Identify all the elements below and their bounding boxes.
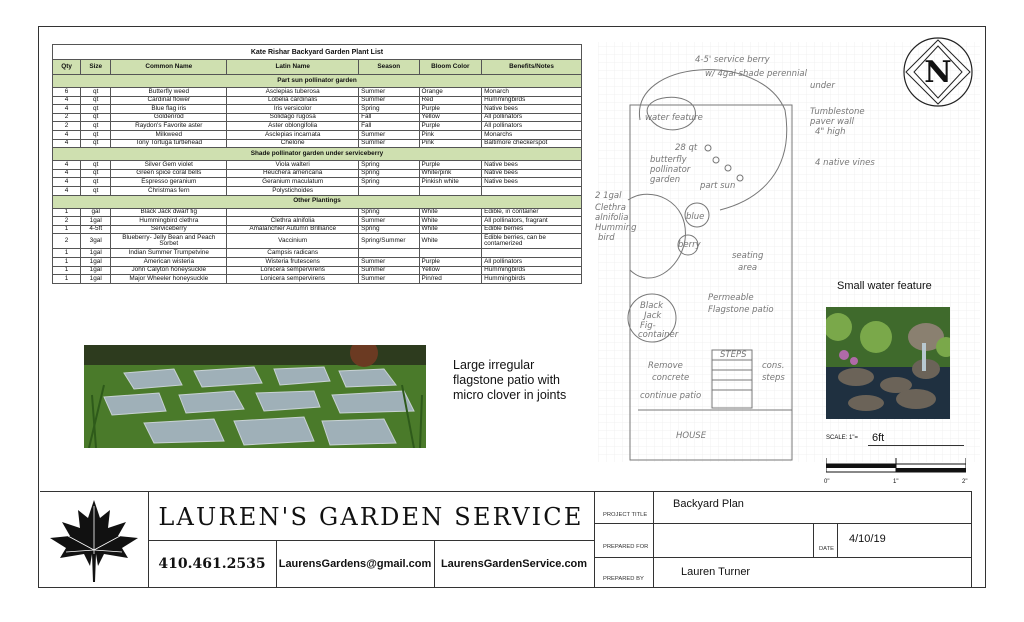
table-cell: Tony Tortuga turtlehead	[111, 139, 227, 148]
table-cell: Baltimore checkerspot	[482, 139, 582, 148]
column-header: Bloom Color	[419, 60, 482, 75]
table-cell: 1	[53, 249, 81, 258]
note-berry: berry	[678, 240, 701, 250]
table-cell: Asclepias incarnata	[227, 130, 359, 139]
patio-caption-line-1: Large irregular	[453, 358, 535, 372]
table-cell: gal	[81, 208, 111, 217]
note-wall-height: 4" high	[815, 127, 846, 137]
scale-value: 6ft	[872, 432, 885, 444]
company-title-block	[40, 491, 594, 588]
table-cell: 2	[53, 122, 81, 131]
table-cell: 1gal	[81, 266, 111, 275]
note-blue: blue	[686, 212, 705, 222]
project-title-label: PROJECT TITLE	[603, 512, 648, 518]
table-cell: Black Jack dwarf fig	[111, 208, 227, 217]
table-row	[53, 161, 582, 170]
table-cell: Native bees	[482, 161, 582, 170]
section-title: Part sun pollinator garden	[53, 75, 582, 88]
table-cell: Wisteria frutescens	[227, 257, 359, 266]
column-header: Common Name	[111, 60, 227, 75]
table-cell: 1	[53, 266, 81, 275]
note-jack: Jack	[644, 311, 662, 321]
table-cell: Summer	[359, 266, 419, 275]
table-cell: Monarch	[482, 88, 582, 97]
table-cell: Spring	[359, 208, 419, 217]
note-clethra-1: 2 1gal	[595, 191, 622, 201]
table-cell: Purple	[419, 161, 482, 170]
table-cell: All pollinators	[482, 257, 582, 266]
note-concrete: concrete	[652, 373, 690, 383]
note-pollinator-3: pollinator	[650, 165, 691, 175]
table-cell: Native bees	[482, 169, 582, 178]
table-cell: Asclepias tuberosa	[227, 88, 359, 97]
table-cell: qt	[81, 186, 111, 195]
table-cell	[482, 186, 582, 195]
project-info-block	[594, 491, 972, 587]
table-row	[53, 122, 582, 131]
note-house: HOUSE	[676, 431, 707, 441]
table-row	[53, 266, 582, 275]
note-permeable: Permeable	[708, 293, 754, 303]
graphic-scale-bar	[826, 456, 966, 474]
table-cell: qt	[81, 169, 111, 178]
table-cell: qt	[81, 130, 111, 139]
table-cell: Christmas fern	[111, 186, 227, 195]
table-cell: Heuchera americana	[227, 169, 359, 178]
table-row	[53, 105, 582, 114]
column-header: Season	[359, 60, 419, 75]
table-cell: Major Wheeler honeysuckle	[111, 275, 227, 284]
table-cell: John Calyton honeysuckle	[111, 266, 227, 275]
company-email: LaurensGardens@gmail.com	[276, 540, 435, 588]
table-cell: All pollinators	[482, 122, 582, 131]
note-flagstone-patio: Flagstone patio	[708, 305, 774, 315]
date-value: 4/10/19	[849, 533, 886, 545]
table-row	[53, 178, 582, 187]
table-cell: 4	[53, 130, 81, 139]
table-cell: Hummingbirds	[482, 275, 582, 284]
table-cell: Lobelia cardinalis	[227, 96, 359, 105]
table-cell: 4	[53, 96, 81, 105]
table-cell: Orange	[419, 88, 482, 97]
note-pollinator-5: part sun	[700, 181, 736, 191]
project-title-row	[595, 492, 971, 524]
prepared-for-row	[595, 524, 971, 558]
note-service-berry: 4-5' service berry	[695, 55, 770, 65]
table-cell: qt	[81, 113, 111, 122]
table-cell: 1	[53, 257, 81, 266]
table-cell: Spring/Summer	[359, 234, 419, 249]
table-title: Kate Rishar Backyard Garden Plant List	[53, 45, 582, 60]
note-pollinator-2: butterfly	[650, 155, 687, 165]
note-water-feature: water feature	[645, 113, 703, 123]
table-cell: qt	[81, 105, 111, 114]
table-cell: Fall	[359, 113, 419, 122]
table-row	[53, 96, 582, 105]
table-cell: qt	[81, 139, 111, 148]
table-cell: Blue flag iris	[111, 105, 227, 114]
table-cell	[359, 186, 419, 195]
section-title: Other Plantings	[53, 195, 582, 208]
table-row	[53, 275, 582, 284]
table-cell: Edible, in container	[482, 208, 582, 217]
table-cell: Lonicera sempervirens	[227, 275, 359, 284]
scale-tick-0: 0"	[824, 479, 830, 485]
section-title: Shade pollinator garden under serviceberry	[53, 148, 582, 161]
scale-label: SCALE: 1"=	[826, 435, 858, 441]
table-cell: Monarchs	[482, 130, 582, 139]
table-cell: Summer	[359, 217, 419, 226]
table-cell: Native bees	[482, 105, 582, 114]
note-fig: Fig-	[640, 321, 656, 331]
table-row	[53, 249, 582, 258]
table-row	[53, 186, 582, 195]
patio-caption-line-2: flagstone patio with	[453, 373, 561, 387]
column-header: Size	[81, 60, 111, 75]
table-cell: Chelone	[227, 139, 359, 148]
table-cell: Aster oblongifolia	[227, 122, 359, 131]
section-header-row	[53, 148, 582, 161]
note-native-vines: 4 native vines	[815, 158, 875, 168]
column-header: Benefits/Notes	[482, 60, 582, 75]
table-cell: Hummingbirds	[482, 266, 582, 275]
table-cell: Yellow	[419, 266, 482, 275]
table-cell: Lonicera sempervirens	[227, 266, 359, 275]
table-cell: Spring	[359, 169, 419, 178]
note-area: area	[738, 263, 758, 273]
table-cell: Silver Gem violet	[111, 161, 227, 170]
column-header: Qty	[53, 60, 81, 75]
table-cell: Green spice coral bells	[111, 169, 227, 178]
table-row	[53, 208, 582, 217]
table-cell	[227, 208, 359, 217]
table-cell: Summer	[359, 139, 419, 148]
table-cell: Geranium maculatum	[227, 178, 359, 187]
note-continue-patio: continue patio	[640, 391, 702, 401]
table-cell: Edible berries	[482, 225, 582, 234]
plant-list-table	[52, 44, 582, 284]
table-cell: Summer	[359, 88, 419, 97]
note-cons: cons.	[762, 361, 785, 371]
table-row	[53, 139, 582, 148]
note-shade-perennial: w/ 4gal shade perennial	[705, 69, 807, 79]
scale-tick-1: 1"	[893, 479, 899, 485]
table-cell: Summer	[359, 257, 419, 266]
note-pollinator-1: 28 qt	[675, 143, 698, 153]
label-divider	[653, 492, 654, 588]
table-cell: Spring	[359, 161, 419, 170]
date-divider-left	[813, 524, 814, 558]
note-under: under	[810, 81, 835, 91]
scale-tick-2: 2"	[962, 479, 968, 485]
table-cell: White	[419, 208, 482, 217]
table-cell: Purple	[419, 122, 482, 131]
table-cell: qt	[81, 178, 111, 187]
table-cell: Summer	[359, 275, 419, 284]
table-cell: Summer	[359, 96, 419, 105]
column-header: Latin Name	[227, 60, 359, 75]
table-row	[53, 88, 582, 97]
table-cell: 1gal	[81, 249, 111, 258]
table-cell: 1	[53, 208, 81, 217]
table-cell: Iris versicolor	[227, 105, 359, 114]
table-cell: Pin/red	[419, 275, 482, 284]
table-cell: Yellow	[419, 113, 482, 122]
table-cell: Hummingbirds	[482, 96, 582, 105]
table-cell: qt	[81, 161, 111, 170]
company-website: LaurensGardenService.com	[440, 558, 588, 570]
table-cell: Milkweed	[111, 130, 227, 139]
table-cell: 4-5ft	[81, 225, 111, 234]
table-cell: Pinkish white	[419, 178, 482, 187]
table-cell: 1gal	[81, 275, 111, 284]
table-cell: Pink	[419, 139, 482, 148]
table-cell: Raydon's Favorite aster	[111, 122, 227, 131]
prepared-by-value: Lauren Turner	[681, 566, 751, 578]
table-cell: 1gal	[81, 257, 111, 266]
table-cell: White	[419, 217, 482, 226]
table-cell: qt	[81, 96, 111, 105]
table-cell: Hummingbird clethra	[111, 217, 227, 226]
table-cell: Cardinal flower	[111, 96, 227, 105]
table-row	[53, 234, 582, 249]
table-cell: American wisteria	[111, 257, 227, 266]
table-cell: 4	[53, 169, 81, 178]
table-cell	[482, 249, 582, 258]
table-cell: Spring	[359, 178, 419, 187]
table-cell: 4	[53, 161, 81, 170]
table-cell: qt	[81, 122, 111, 131]
table-cell: Red	[419, 96, 482, 105]
note-remove: Remove	[648, 361, 683, 371]
table-cell: 4	[53, 186, 81, 195]
table-cell: Solidago rugosa	[227, 113, 359, 122]
table-cell: Spring	[359, 105, 419, 114]
table-cell: White	[419, 225, 482, 234]
table-cell: Goldenrod	[111, 113, 227, 122]
table-cell: All pollinators	[482, 113, 582, 122]
prepared-by-label: PREPARED BY	[603, 576, 644, 582]
table-cell: Serviceberry	[111, 225, 227, 234]
table-cell: 1	[53, 275, 81, 284]
table-cell: Pink	[419, 130, 482, 139]
note-paver-wall: paver wall	[810, 117, 854, 127]
note-container: container	[638, 330, 679, 340]
table-cell: Espresso geranium	[111, 178, 227, 187]
company-phone: 410.461.2535	[148, 540, 277, 588]
table-cell: 1gal	[81, 217, 111, 226]
table-cell: Fall	[359, 122, 419, 131]
section-header-row	[53, 195, 582, 208]
patio-caption-line-3: micro clover in joints	[453, 388, 567, 402]
note-steps: STEPS	[720, 350, 747, 360]
table-cell: 3gal	[81, 234, 111, 249]
note-pollinator-4: garden	[650, 175, 681, 185]
table-cell: Butterfly weed	[111, 88, 227, 97]
table-cell: 4	[53, 178, 81, 187]
table-cell: 2	[53, 113, 81, 122]
patio-caption	[453, 358, 566, 403]
scale-underline	[868, 445, 964, 446]
prepared-by-row	[595, 558, 971, 588]
date-divider-right	[837, 524, 838, 558]
date-label: DATE	[819, 546, 835, 552]
table-cell	[419, 249, 482, 258]
note-black: Black	[640, 301, 663, 311]
table-cell: All pollinators, fragrant	[482, 217, 582, 226]
maple-leaf-logo	[40, 492, 149, 588]
table-cell: 4	[53, 105, 81, 114]
company-name: LAUREN'S GARDEN SERVICE	[148, 492, 594, 541]
note-seating: seating	[732, 251, 764, 261]
table-cell: 2	[53, 217, 81, 226]
table-row	[53, 130, 582, 139]
table-cell: Blueberry- Jelly Bean and Peach Sorbet	[111, 234, 227, 249]
table-cell: Native bees	[482, 178, 582, 187]
table-row	[53, 257, 582, 266]
table-cell: Vaccinium	[227, 234, 359, 249]
table-cell: Purple	[419, 105, 482, 114]
project-title-value: Backyard Plan	[673, 498, 744, 510]
table-cell: Clethra alnifolia	[227, 217, 359, 226]
table-row	[53, 113, 582, 122]
table-cell	[359, 249, 419, 258]
water-feature-photo	[826, 307, 950, 419]
water-caption: Small water feature	[837, 280, 932, 292]
table-cell: Amalanchier Autumn Brilliance	[227, 225, 359, 234]
table-cell: White/pink	[419, 169, 482, 178]
table-cell: 4	[53, 139, 81, 148]
table-row	[53, 225, 582, 234]
table-row	[53, 169, 582, 178]
note-tumblestone: Tumblestone	[810, 107, 865, 117]
note-clethra-3: alnifolia	[595, 213, 629, 223]
table-cell: White	[419, 234, 482, 249]
table-cell: Viola walteri	[227, 161, 359, 170]
table-cell: Edible berries, can be contamerized	[482, 234, 582, 249]
table-row	[53, 217, 582, 226]
table-cell: 2	[53, 234, 81, 249]
section-header-row	[53, 75, 582, 88]
table-cell	[419, 186, 482, 195]
flagstone-patio-photo	[84, 345, 426, 448]
table-cell: Indian Summer Trumpetvine	[111, 249, 227, 258]
table-cell: Summer	[359, 130, 419, 139]
table-cell: Purple	[419, 257, 482, 266]
compass-north-label: N	[924, 55, 952, 90]
table-cell: Campsis radicans	[227, 249, 359, 258]
table-cell: Spring	[359, 225, 419, 234]
note-cons-steps: steps	[762, 373, 785, 383]
table-cell: 1	[53, 225, 81, 234]
table-cell: Polystichoides	[227, 186, 359, 195]
table-cell: qt	[81, 88, 111, 97]
note-clethra-4: Humming	[595, 223, 637, 233]
prepared-for-label: PREPARED FOR	[603, 544, 649, 550]
note-clethra-2: Clethra	[595, 203, 626, 213]
table-cell: 6	[53, 88, 81, 97]
note-clethra-5: bird	[598, 233, 615, 243]
